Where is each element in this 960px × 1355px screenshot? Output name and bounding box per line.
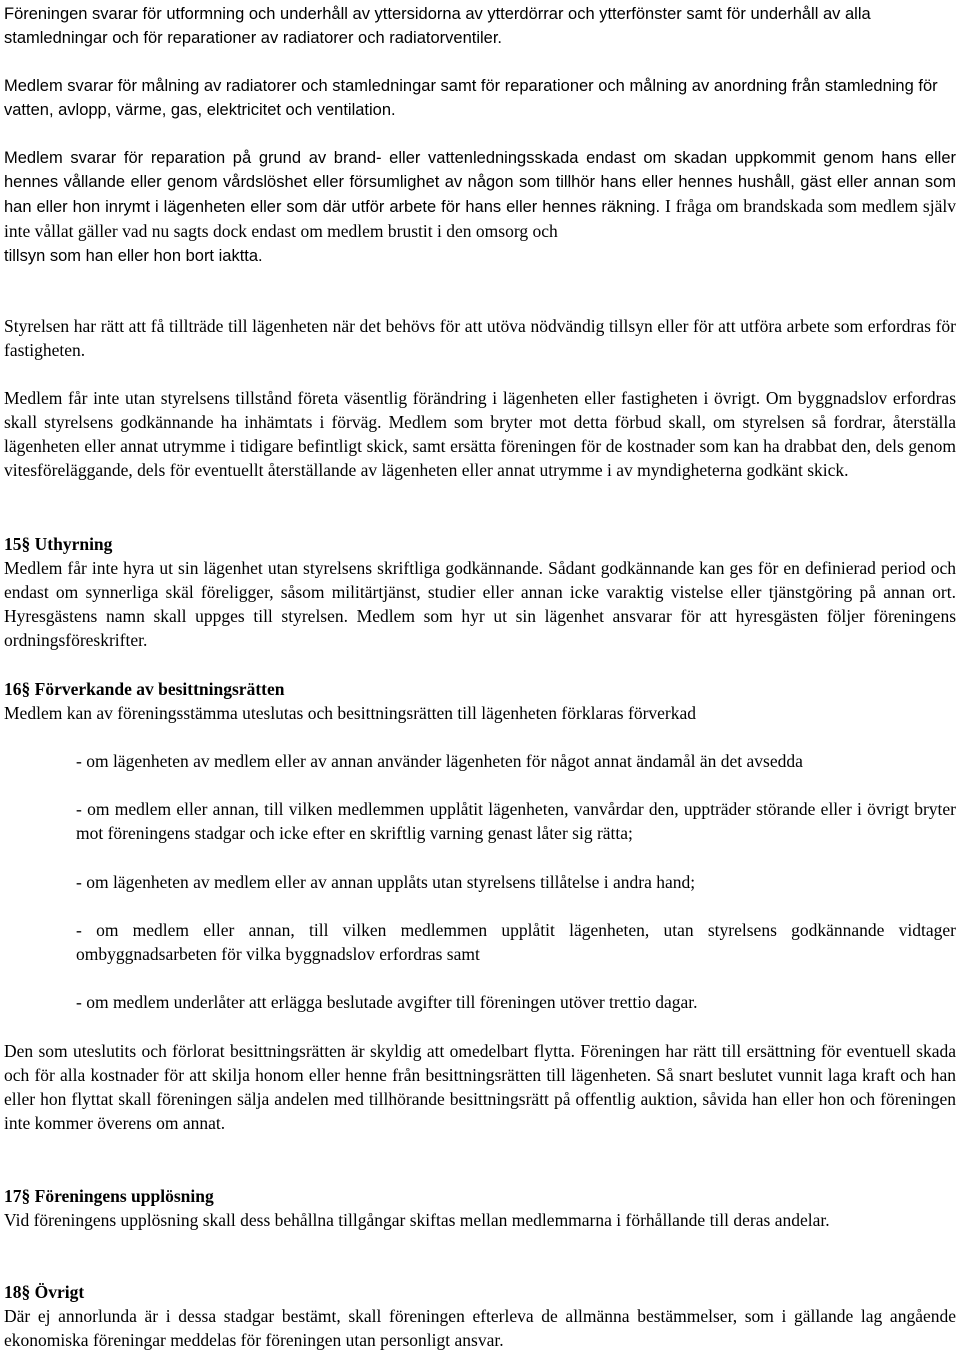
heading-section-18: 18§ Övrigt [4,1282,85,1302]
paragraph-damage-responsibility [4,146,956,268]
fire-damage-text: I fråga om brandskada som medlem själv inte vållat gäller vad nu sagts dock endast om medlem brustit i den omsorg och [4,196,956,241]
paragraph-other: Där ej annorlunda är i dessa stadgar bestämt, skall föreningen efterleva de allmänna bestämmelser, som i gällande lag angående ekonomiska föreningar meddelas för föreningen utan personligt ansvar. [4,1306,956,1350]
paragraph-exclusion-consequences: Den som uteslutits och förlorat besittningsrätten är skyldig att omedelbart flytta. Föreningen har rätt till ersättning för eventuell skada och för alla kostnader för att skilja honom eller henne från besittningsrätten till lägenheten. Så snart beslutet vunnit laga kraft och han eller hon flyttat skall föreningen sälja andelen med tillhörande besittningsrätt på offentlig auktion, såvida han eller hon och föreningen inte kommer överens om annat. [4,1041,956,1133]
list-item-exclusion-4: - om medlem eller annan, till vilken medlemmen upplåtit lägenheten, utan styrelsens godkännande vidtager ombyggnadsarbeten för vilka byggnadslov erfordras samt [76,920,956,964]
paragraph-subletting: Medlem får inte hyra ut sin lägenhet utan styrelsens skriftliga godkännande. Sådant godkännande kan ges för en definierad period och endast om synnerliga skäl föreligger, såsom militärtjänst, studier eller annan icke varaktig vistelse eller tjänstgöring på annan ort. Hyresgästens namn skall uppges till styrelsen. Medlem som hyr ut sin lägenhet ansvarar för att hyresgästen följer föreningens ordningsföreskrifter. [4,558,956,650]
supervision-text: tillsyn som han eller hon bort iaktta. [4,247,263,265]
heading-section-15: 15§ Uthyrning [4,534,113,554]
paragraph-exclusion-intro: Medlem kan av föreningsstämma uteslutas och besittningsrätten till lägenheten förklaras förverkad [4,703,697,723]
paragraph-maintenance-member: Medlem svarar för målning av radiatorer och stamledningar samt för reparationer och målning av anordning från stamledning för vatten, avlopp, värme, gas, elektricitet och ventilation. [4,77,938,119]
list-item-exclusion-2: - om medlem eller annan, till vilken medlemmen upplåtit lägenheten, vanvårdar den, uppträder störande eller i övrigt bryter mot föreningens stadgar och icke efter en skriftlig varning genast låter sig rätta; [76,799,956,843]
damage-responsibility-text: Medlem svarar för reparation på grund av brand- eller vattenledningsskada endast om skadan uppkommit genom hans eller hennes vållande eller genom vårdslöshet eller försumlighet av någon som tillhör hans eller hennes hushåll, gäst eller annan som han eller hon inrymt i lägenheten eller som där utför arbete för hans eller hennes räkning. [4,149,956,216]
list-item-exclusion-3: - om lägenheten av medlem eller av annan upplåts utan styrelsens tillåtelse i andra hand; [76,872,696,892]
list-item-exclusion-5: - om medlem underlåter att erlägga beslutade avgifter till föreningen utöver trettio dagar. [76,992,698,1012]
paragraph-dissolution: Vid föreningens upplösning skall dess behållna tillgångar skiftas mellan medlemmarna i förhållande till deras andelar. [4,1210,830,1230]
paragraph-board-access: Styrelsen har rätt att få tillträde till lägenheten när det behövs för att utöva nödvändig tillsyn eller för att utföra arbete som erfordras för fastigheten. [4,316,956,360]
paragraph-maintenance-association: Föreningen svarar för utformning och underhåll av yttersidorna av ytterdörrar och ytterfönster samt för underhåll av alla stamledningar och för reparationer av radiatorer och radiatorventiler. [4,5,871,47]
heading-section-17: 17§ Föreningens upplösning [4,1186,214,1206]
list-item-exclusion-1: - om lägenheten av medlem eller av annan använder lägenheten för något annat ändamål än det avsedda [76,751,803,771]
heading-section-16: 16§ Förverkande av besittningsrätten [4,679,285,699]
paragraph-alterations: Medlem får inte utan styrelsens tillstånd företa väsentlig förändring i lägenheten eller fastigheten i övrigt. Om byggnadslov erfordras skall styrelsens godkännande ha inhämtats i förväg. Medlem som bryter mot detta förbud skall, om styrelsen så fordrar, återställa lägenheten eller annat utrymme i tidigare befintligt skick, samt ersätta föreningen för de kostnader som kan ha drabbat den, dels genom vitesföreläggande, dels för eventuellt återställande av lägenheten eller annat utrymme i av myndigheterna godkänt skick. [4,388,956,480]
